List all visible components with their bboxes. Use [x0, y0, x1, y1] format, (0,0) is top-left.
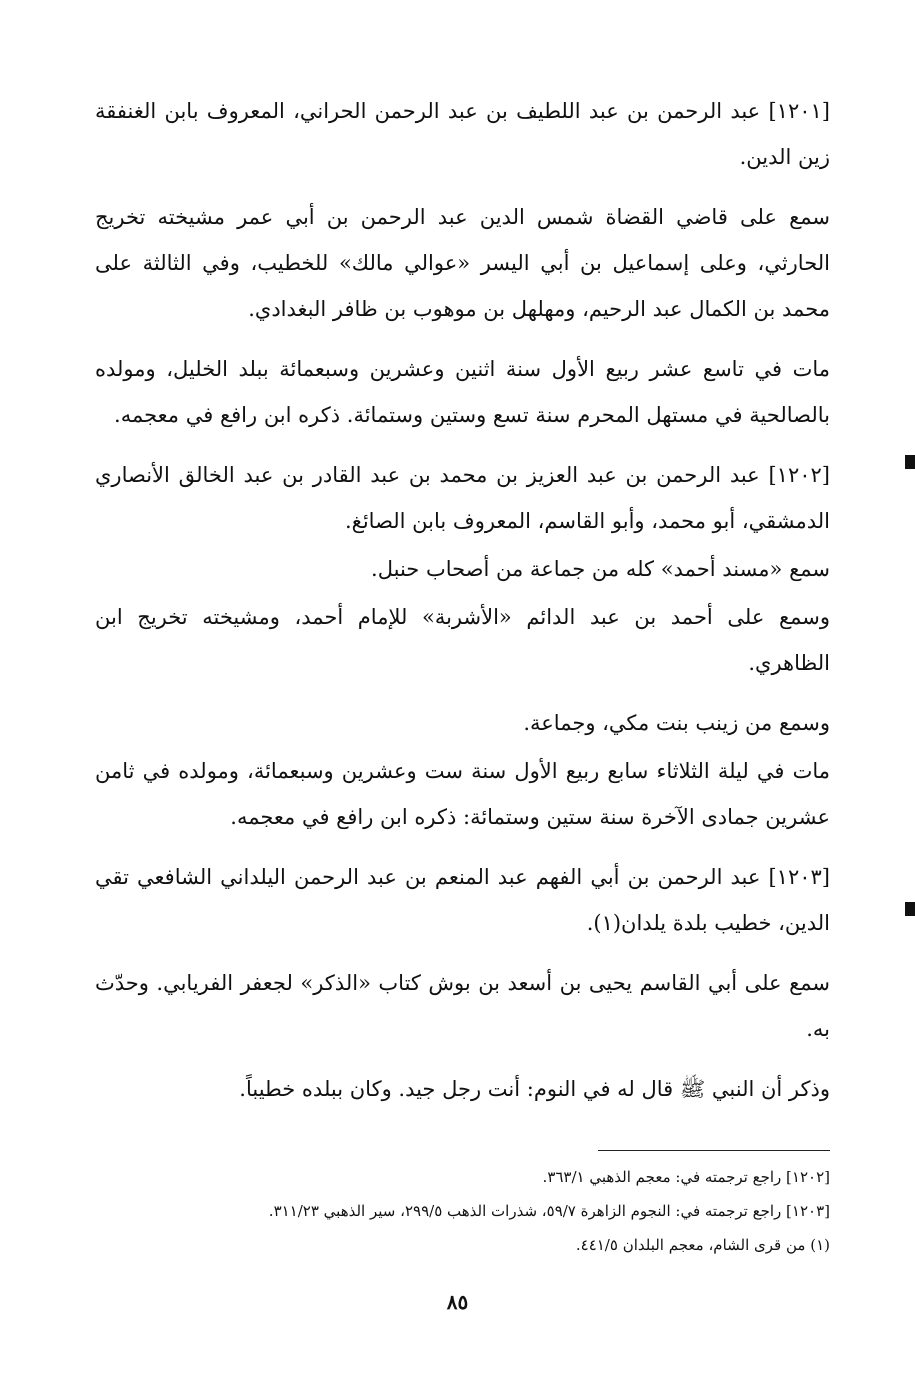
entry-1202-hearing-zaynab: وسمع من زينب بنت مكي، وجماعة. [523, 711, 830, 735]
entry-1202-heading: [١٢٠٢] عبد الرحمن بن عبد العزيز بن محمد بن عبد القادر بن عبد الخالق الأنصاري الدمشقي، أبو محمد، وأبو القاسم، المعروف بابن الصائغ. [95, 463, 830, 533]
entry-1203-heading: [١٢٠٣] عبد الرحمن بن أبي الفهم عبد المنعم بن عبد الرحمن اليلداني الشافعي تقي الدين، خطيب بلدة يلدان(١). [95, 865, 830, 935]
footnote-divider [598, 1150, 830, 1151]
entry-1203-dream: وذكر أن النبي ﷺ قال له في النوم: أنت رجل جيد. وكان ببلده خطيباً. [239, 1077, 830, 1101]
footnotes [95, 1160, 830, 1262]
page-number: ٨٥ [446, 1290, 469, 1314]
entry-1203-hearing: سمع على أبي القاسم يحيى بن أسعد بن بوش كتاب «الذكر» لجعفر الفريابي. وحدّث به. [95, 971, 830, 1041]
entry-1201-heading: [١٢٠١] عبد الرحمن بن عبد اللطيف بن عبد الرحمن الحراني، المعروف بابن الغنفقة زين الدين. [95, 99, 830, 169]
scan-edge-mark [905, 902, 915, 916]
entry-1202-hearing-ashriba: وسمع على أحمد بن عبد الدائم «الأشربة» للإمام أحمد، ومشيخته تخريج ابن الظاهري. [95, 605, 830, 675]
main-text [95, 88, 830, 1126]
scan-edge-mark [905, 455, 915, 469]
entry-1202-death: مات في ليلة الثلاثاء سابع ربيع الأول سنة ست وعشرين وسبعمائة، ومولده في ثامن عشرين جمادى الآخرة سنة ستين وستمائة: ذكره ابن رافع في معجمه. [95, 759, 830, 829]
entry-1201-death: مات في تاسع عشر ربيع الأول سنة اثنين وعشرين وسبعمائة ببلد الخليل، ومولده بالصالحية في مستهل المحرم سنة تسع وستين وستمائة. ذكره ابن رافع في معجمه. [95, 357, 830, 427]
footnote-1203: [١٢٠٣] راجع ترجمته في: النجوم الزاهرة ٥٩/٧، شذرات الذهب ٢٩٩/٥، سير الذهبي ٣١١/٢٣. [268, 1202, 830, 1220]
footnote-1202: [١٢٠٢] راجع ترجمته في: معجم الذهبي ٣٦٣/١. [542, 1168, 830, 1186]
entry-1202-hearing-musnad: سمع «مسند أحمد» كله من جماعة من أصحاب حنبل. [371, 557, 830, 581]
footnote-1: (١) من قرى الشام، معجم البلدان ٤٤١/٥. [575, 1236, 830, 1254]
entry-1201-hearing: سمع على قاضي القضاة شمس الدين عبد الرحمن بن أبي عمر مشيخته تخريج الحارثي، وعلى إسماعيل بن أبي اليسر «عوالي مالك» للخطيب، وفي الثالثة على محمد بن الكمال عبد الرحيم، ومهلهل بن موهوب بن ظافر البغدادي. [95, 205, 830, 321]
